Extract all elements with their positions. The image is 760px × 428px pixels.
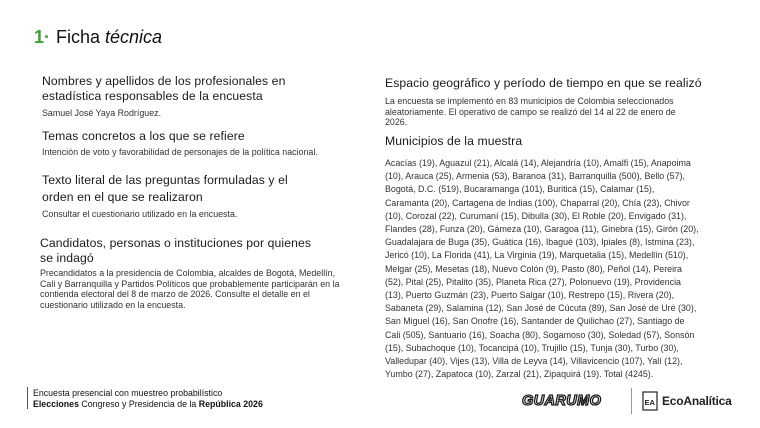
section-separator: ·	[44, 27, 51, 47]
heading-line: Texto literal de las preguntas formuladas y el	[42, 173, 288, 187]
municipios-line: Melgar (25), Mesetas (18), Nuevo Colón (9), Pasto (80), Peñol (14), Pereira	[385, 263, 682, 274]
heading-responsables	[42, 74, 285, 104]
heading-line: se indagó	[40, 251, 94, 265]
text-line: Precandidatos a la presidencia de Colombia, alcaldes de Bogotá, Medellín,	[40, 268, 336, 278]
text-line: aleatoriamente. El operativo de campo se realizó del 14 al 22 de enero de	[385, 106, 676, 117]
heading-espacio: Espacio geográfico y período de tiempo en que se realizó	[385, 76, 702, 90]
heading-municipios: Municipios de la muestra	[385, 134, 523, 148]
logo-separator	[631, 388, 632, 414]
municipios-line: Guadalajara de Buga (35), Guática (16), Ibagué (103), Ipiales (8), Istmina (23),	[385, 237, 695, 248]
guarumo-wordmark-icon	[522, 392, 618, 408]
municipios-list	[385, 157, 725, 381]
text-candidatos	[40, 268, 339, 310]
eco-mark-text: EA	[644, 398, 655, 407]
text-line: cuestionario utilizado en la encuesta.	[40, 299, 186, 310]
municipios-line: (13), Puerto Guzmán (23), Puerto Salgar (10), Restrepo (15), Rivera (20),	[385, 290, 675, 301]
municipios-line: Acacías (19), Aguazul (21), Alcalá (14), Alejandría (10), Amalfi (15), Anapoima	[385, 158, 691, 168]
title-ficha: Ficha	[56, 27, 101, 47]
guarumo-logo	[522, 392, 618, 413]
text-preguntas: Consultar el cuestionario utilizado en la encuesta.	[42, 209, 238, 219]
heading-line: estadística responsables de la encuesta	[42, 89, 263, 103]
footer-bold-elecciones: Elecciones	[33, 398, 79, 409]
footer-bold-republica: República 2026	[198, 398, 263, 409]
municipios-line: (52), Pital (25), Pitalito (35), Planeta Rica (27), Polonuevo (19), Providencia	[385, 276, 681, 287]
footer-caption	[33, 388, 263, 410]
text-responsables: Samuel José Yaya Rodríguez.	[42, 108, 162, 118]
heading-line: Nombres y apellidos de los profesionales en	[42, 74, 286, 88]
municipios-line: (10), Corozal (22), Curumaní (15), Dibulla (30), El Roble (20), Envigado (31),	[385, 210, 687, 221]
municipios-line: San Miguel (16), San Onofre (16), Santander de Quilichao (27), Santiago de	[385, 316, 685, 327]
page-title	[34, 27, 162, 48]
municipios-line: Valledupar (40), Vijes (13), Villa de Leyva (14), Villavicencio (107), Yalí (12),	[385, 356, 683, 367]
ecoanalitica-logo	[642, 391, 732, 411]
footer-line-2	[33, 399, 263, 410]
municipios-line: Cali (505), Santuario (16), Soacha (80), Sogamoso (30), Soledad (57), Sonsón	[385, 329, 695, 340]
text-line: contienda electoral del 8 de marzo de 2026. Consulte el detalle en el	[40, 289, 310, 300]
ecoanalitica-text: EcoAnalítica	[662, 394, 732, 408]
text-line: 2026.	[385, 117, 408, 128]
municipios-line: Sabaneta (29), Salamina (12), San José de Cúcuta (89), San José de Uré (30),	[385, 303, 697, 314]
municipios-line: (10), Arauca (25), Armenia (53), Baranoa (31), Barranquilla (500), Bello (57),	[385, 171, 685, 182]
municipios-line: (15), Subachoque (10), Tocancipá (10), Trujillo (15), Tunja (30), Turbo (30),	[385, 342, 679, 353]
footer-regular: Congreso y Presidencia de la	[78, 398, 199, 409]
footer-divider	[27, 387, 28, 409]
text-temas: Intención de voto y favorabilidad de personajes de la política nacional.	[42, 147, 318, 157]
municipios-line: Flandes (28), Funza (20), Gámeza (10), Garagoa (11), Ginebra (15), Girón (20),	[385, 224, 699, 235]
ecoanalitica-mark-icon	[642, 391, 658, 411]
heading-line: orden en el que se realizaron	[42, 190, 203, 204]
municipios-line: Caramanta (20), Cartagena de Indias (100), Chaparral (20), Chía (23), Chivor	[385, 197, 690, 208]
heading-candidatos	[40, 236, 311, 266]
text-line: Cali y Barranquilla y Partidos Políticos que probablemente participarán en la	[40, 278, 340, 289]
footer-line-1: Encuesta presencial con muestreo probabilístico	[33, 388, 223, 398]
heading-preguntas	[42, 172, 288, 206]
text-line: La encuesta se implementó en 83 municipios de Colombia seleccionados	[385, 96, 674, 106]
text-espacio	[385, 96, 676, 128]
guarumo-text: GUARUMO	[522, 393, 602, 408]
heading-temas: Temas concretos a los que se refiere	[42, 129, 245, 143]
title-tecnica: técnica	[105, 27, 163, 47]
section-number: 1	[34, 27, 45, 47]
heading-line: Candidatos, personas o instituciones por quienes	[40, 236, 312, 250]
municipios-line: Jericó (10), La Florida (41), La Virginia (19), Marquetalia (15), Medellín (510),	[385, 250, 689, 261]
municipios-line: Bogotá, D.C. (519), Bucaramanga (101), Buriticá (15), Calamar (15),	[385, 184, 655, 195]
municipios-line: Yumbo (27), Zapatoca (10), Zarzal (21), Zipaquirá (19). Total (4245).	[385, 369, 654, 380]
